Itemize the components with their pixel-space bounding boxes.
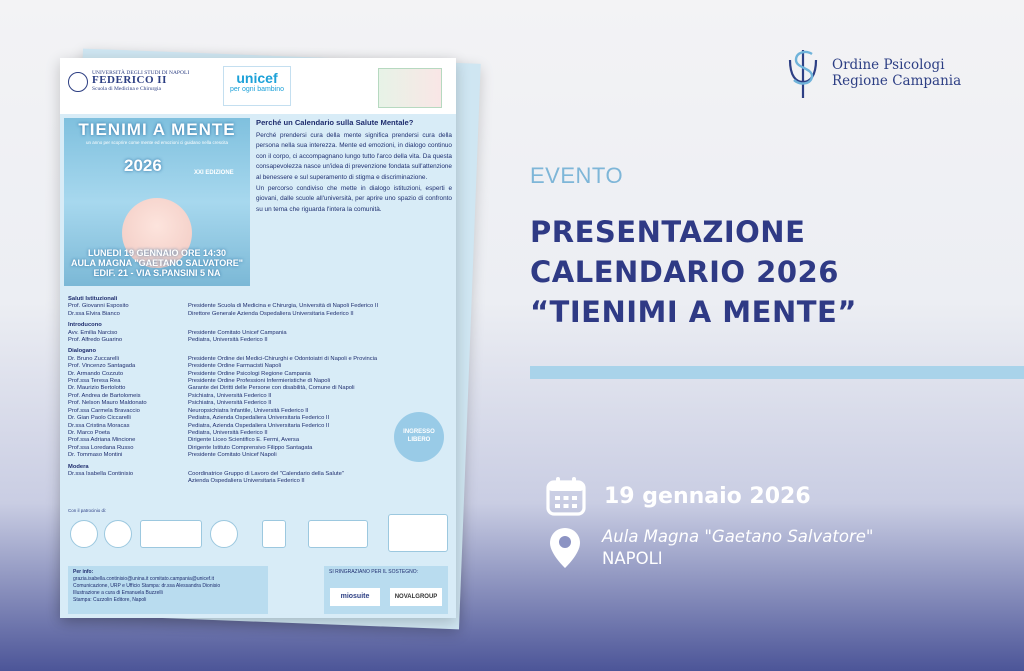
speaker-row	[68, 393, 448, 400]
speaker-row	[68, 400, 448, 407]
speaker-role: Presidente Scuola di Medicina e Chirurgia, Università di Napoli Federico II	[188, 303, 379, 310]
speakers-list	[68, 292, 448, 486]
speaker-name: Avv. Emilia Narciso	[68, 329, 118, 336]
speaker-row	[68, 423, 448, 430]
calendar-icon	[546, 476, 586, 516]
speakers-section	[68, 464, 448, 486]
unina-name: FEDERICO II	[92, 74, 167, 86]
unicef-logo	[223, 66, 291, 106]
unina-top-text: UNIVERSITÀ DEGLI STUDI DI NAPOLI	[92, 70, 190, 76]
speaker-role: Presidente Ordine Professioni Infermieristiche di Napoli	[188, 378, 331, 385]
headline-line-3: “TIENIMI A MENTE”	[530, 295, 857, 329]
sponsor-novalgroup: NOVALGROUP	[390, 588, 442, 606]
unicef-tagline: per ogni bambino	[229, 86, 285, 93]
aou-federico-ii-logo	[378, 68, 442, 108]
speaker-role: Azienda Ospedaliera Universitaria Federico II	[188, 478, 305, 485]
speaker-name: Prof.ssa Loredana Russo	[68, 444, 134, 451]
event-date-row	[546, 476, 811, 516]
speaker-role: Pediatra, Università Federico II	[188, 429, 268, 436]
speakers-section	[68, 348, 448, 459]
speaker-name: Dr.ssa Elvira Bianco	[68, 310, 120, 317]
logo-line-2: Regione Campania	[832, 73, 962, 89]
speaker-row	[68, 363, 448, 370]
speakers-section	[68, 322, 448, 344]
speaker-row	[68, 437, 448, 444]
unina-school: Scuola di Medicina e Chirurgia	[92, 86, 161, 92]
event-location-row	[548, 526, 873, 570]
event-label: EVENTO	[530, 163, 624, 188]
speaker-name: Dr.ssa Isabella Continisio	[68, 470, 134, 477]
info-line: Comunicazione, URP e Ufficio Stampa: dr.ssa Alessandra Dionisio	[73, 583, 221, 589]
divider-bar	[530, 366, 1024, 379]
unicef-name: unicef	[236, 70, 278, 86]
hero-venue: AULA MAGNA "GAETANO SALVATORE"	[70, 258, 244, 268]
hero-subtitle: un anno per scoprire come mente ed emozioni ci guidano nella crescita	[85, 140, 229, 145]
partner-logo-ordine-medici	[70, 520, 98, 548]
poster-paragraph-1: Perché prendersi cura della mente significa prendersi cura della persona nella sua interezza. Mente ed emozioni, in dialogo continuo con il corpo, ci accompagnano lungo tutto l'arco della vita. Da questa consapevolezza nasce un'idea di prevenzione fondata sull'attenzione al benessere e sul superamento di stigma e discriminazione.	[256, 131, 452, 181]
speaker-role: Presidente Comitato Unicef Campania	[188, 329, 287, 336]
speaker-role: Pediatra, Università Federico II	[188, 337, 268, 344]
speaker-role: Neuropsichiatra Infantile, Università Federico II	[188, 407, 309, 414]
info-line: Stampa: Cuzzolin Editore, Napoli	[73, 597, 147, 603]
speaker-row	[68, 452, 448, 459]
poster-intro	[256, 118, 452, 215]
headline-line-1: PRESENTAZIONE	[530, 215, 806, 249]
partners-heading: Con il patrocinio di:	[68, 508, 107, 513]
speaker-row	[68, 303, 448, 310]
speaker-role: Dirigente Istituto Comprensivo Filippo Santagata	[188, 444, 313, 451]
speaker-role: Garante dei Diritti delle Persone con disabilità, Comune di Napoli	[188, 385, 355, 392]
hero-title: TIENIMI A MENTE	[78, 120, 236, 139]
sponsor-miosuite: miosuite	[330, 588, 380, 606]
speaker-role: Coordinatrice Gruppo di Lavoro del "Calendario della Salute"	[188, 470, 344, 477]
speaker-name: Prof. Alfredo Guarino	[68, 337, 123, 344]
poster-sponsors-box	[324, 566, 448, 614]
speaker-row	[68, 478, 448, 485]
unina-logo	[68, 70, 189, 93]
speaker-row	[68, 371, 448, 378]
headline	[530, 212, 857, 332]
speaker-row	[68, 378, 448, 385]
partner-logos	[68, 508, 450, 558]
speaker-name: Prof. Nelson Mauro Maldonato	[68, 400, 147, 407]
speaker-name: Prof. Vincenzo Santagada	[68, 363, 136, 370]
speaker-row	[68, 445, 448, 452]
poster-question: Perché un Calendario sulla Salute Mentale?	[256, 118, 414, 127]
speaker-name: Dr. Marco Poeta	[68, 429, 110, 436]
hero-edition: XXI EDIZIONE	[194, 170, 234, 176]
speaker-row	[68, 330, 448, 337]
info-line: Illustrazione a cura di Emanuela Buzzelli	[73, 590, 163, 596]
speakers-section	[68, 296, 448, 318]
speaker-name: Dr. Tommaso Montini	[68, 452, 123, 459]
event-city: NAPOLI	[602, 549, 663, 568]
speaker-role: Dirigente Liceo Scientifico E. Fermi, Aversa	[188, 437, 300, 444]
partner-logo-liceo-fermi	[308, 520, 368, 548]
speaker-row	[68, 408, 448, 415]
partner-logo-seal-2	[210, 520, 238, 548]
info-line: Per info:	[73, 569, 94, 575]
headline-line-2: CALENDARIO 2026	[530, 255, 839, 289]
speaker-row	[68, 471, 448, 478]
hero-date: LUNEDI 19 GENNAIO ORE 14:30	[87, 248, 227, 258]
speaker-row	[68, 337, 448, 344]
partner-logo-santagata	[388, 514, 448, 552]
poster-paragraph-2: Un percorso condiviso che mette in dialogo istituzioni, esperti e giovani, dalle scuole all'università, per aprire uno spazio di confronto su un tema che riguarda l'intera la comunità.	[256, 184, 452, 213]
speakers-section-heading: Modera	[68, 463, 89, 470]
ordine-psicologi-logo	[782, 46, 961, 100]
speaker-name: Prof.ssa Teresa Rea	[68, 378, 121, 385]
speaker-row	[68, 415, 448, 422]
speaker-role: Pediatra, Azienda Ospedaliera Universitaria Federico II	[188, 415, 330, 422]
info-line: grazia.isabella.continisio@unina.it comitato.campania@unicef.it	[73, 576, 215, 582]
sponsors-heading: SI RINGRAZIANO PER IL SOSTEGNO:	[329, 569, 418, 575]
speaker-role: Direttore Generale Azienda Ospedaliera Universitaria Federico II	[188, 310, 354, 317]
speaker-name: Dr. Gian Paolo Ciccarelli	[68, 415, 131, 422]
map-pin-icon	[548, 526, 582, 570]
speakers-section-heading: Dialogano	[68, 348, 97, 355]
speaker-name: Prof. Giovanni Esposito	[68, 303, 129, 310]
speaker-name: Dr. Armando Cozzuto	[68, 370, 124, 377]
poster-header-logos	[60, 58, 456, 114]
speaker-name: Prof.ssa Adriana Mincione	[68, 437, 136, 444]
partner-logo-seal	[104, 520, 132, 548]
ingresso-libero-badge: INGRESSO LIBERO	[394, 412, 444, 462]
event-poster	[60, 58, 456, 618]
speaker-name: Dr. Bruno Zuccarelli	[68, 355, 119, 362]
speaker-name	[68, 478, 188, 485]
poster-hero-illustration	[64, 118, 250, 286]
event-date: 19 gennaio 2026	[604, 483, 811, 509]
speaker-role: Presidente Ordine Psicologi Regione Campania	[188, 370, 311, 377]
poster-info-box	[68, 566, 268, 614]
speaker-name: Dr. Maurizio Bertolotto	[68, 385, 126, 392]
speaker-row	[68, 311, 448, 318]
speakers-section-heading: Saluti Istituzionali	[68, 296, 118, 302]
speaker-name: Dr.ssa Cristina Moracas	[68, 422, 130, 429]
speaker-name: Prof. Andrea de Bartolomeis	[68, 392, 141, 399]
speakers-section-heading: Introducono	[68, 322, 102, 329]
speaker-row	[68, 356, 448, 363]
speaker-role: Pediatra, Azienda Ospedaliera Universitaria Federico II	[188, 422, 330, 429]
speaker-role: Presidente Comitato Unicef Napoli	[188, 452, 277, 459]
speaker-row	[68, 385, 448, 392]
speaker-role: Psichiatra, Università Federico II	[188, 400, 272, 407]
speaker-role: Presidente Ordine Farmacisti Napoli	[188, 363, 282, 370]
partner-logo-opi	[262, 520, 286, 548]
psi-logo-icon	[782, 46, 824, 100]
event-venue: Aula Magna "Gaetano Salvatore"	[602, 527, 874, 546]
speaker-row	[68, 430, 448, 437]
partner-logo-ordine-psicologi	[140, 520, 202, 548]
logo-line-1: Ordine Psicologi	[832, 57, 945, 73]
unina-seal-icon	[68, 72, 88, 92]
speaker-name: Prof.ssa Carmela Bravaccio	[68, 407, 140, 414]
hero-address: EDIF. 21 - VIA S.PANSINI 5 NA	[93, 268, 221, 278]
hero-year: 2026	[124, 156, 162, 175]
speaker-role: Presidente Ordine dei Medici-Chirurghi e Odontoiatri di Napoli e Provincia	[188, 355, 378, 362]
speaker-role: Psichiatra, Università Federico II	[188, 392, 272, 399]
